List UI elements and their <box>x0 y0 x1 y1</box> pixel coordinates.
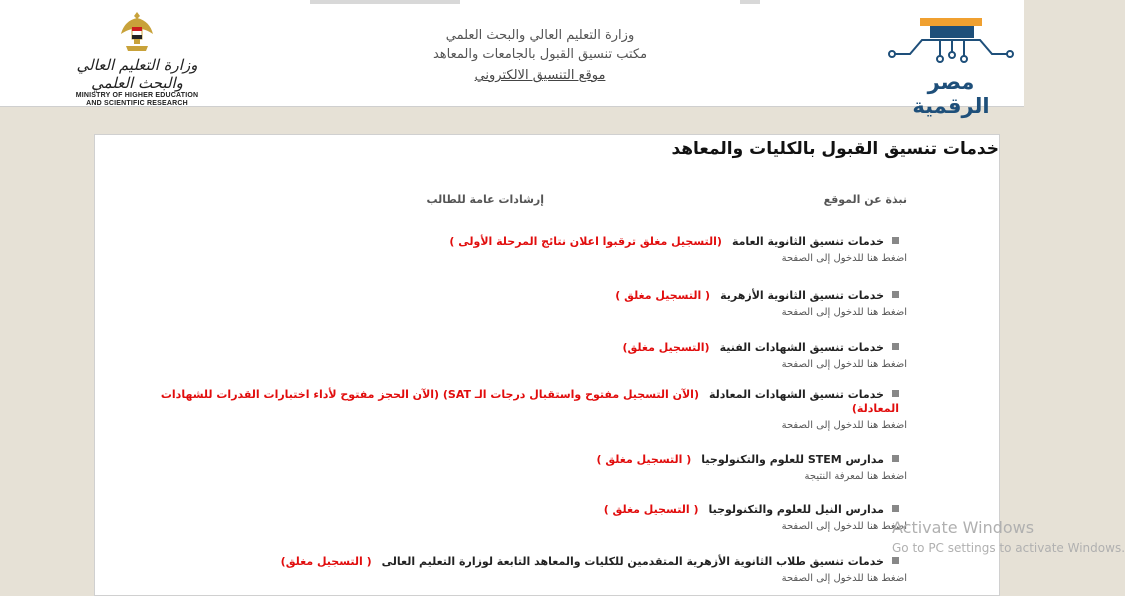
egypt-eagle-icon <box>120 10 154 54</box>
service-item-nile-schools[interactable] <box>139 503 907 534</box>
square-bullet-icon <box>892 455 899 462</box>
watermark-subtitle: Go to PC settings to activate Windows. <box>892 541 1125 555</box>
services-panel <box>94 134 1000 596</box>
service-enter-link[interactable]: اضغط هنا للدخول إلى الصفحة <box>781 253 907 264</box>
ministry-logo-arabic: وزارة التعليم العالي والبحث العلمي <box>76 56 198 92</box>
header-ministry-name: وزارة التعليم العالي والبحث العلمي <box>445 28 635 43</box>
site-header <box>0 4 1024 118</box>
service-status: ( التسجيل مغلق ) <box>615 289 711 302</box>
ministry-logo-english-1: MINISTRY OF HIGHER EDUCATION <box>75 92 199 99</box>
service-name[interactable]: خدمات تنسيق الشهادات المعادلة <box>708 388 884 401</box>
service-name[interactable]: خدمات تنسيق الثانوية العامة <box>731 235 884 248</box>
service-status: ( التسجيل مغلق ) <box>596 453 692 466</box>
header-site-link[interactable]: موقع التنسيق الالكتروني <box>474 68 606 83</box>
service-status: ( التسجيل مغلق) <box>280 555 372 568</box>
page-title: خدمات تنسيق القبول بالكليات والمعاهد <box>671 139 999 159</box>
service-name[interactable]: مدارس النيل للعلوم والتكنولوجيا <box>708 503 884 516</box>
service-item-azhar-applicants[interactable] <box>139 555 907 586</box>
service-enter-link[interactable]: اضغط هنا للدخول إلى الصفحة <box>781 573 907 584</box>
service-item-stem-schools[interactable] <box>139 453 907 484</box>
about-site-link[interactable]: نبذة عن الموقع <box>823 193 907 206</box>
service-name[interactable]: مدارس STEM للعلوم والتكنولوجيا <box>701 453 884 466</box>
square-bullet-icon <box>892 343 899 350</box>
service-item-equivalent-certificates[interactable] <box>139 388 907 433</box>
ministry-logo[interactable] <box>66 10 208 106</box>
watermark-title: Activate Windows <box>892 518 1035 537</box>
square-bullet-icon <box>892 237 899 244</box>
ministry-logo-english-2: AND SCIENTIFIC RESEARCH <box>86 100 188 107</box>
square-bullet-icon <box>892 505 899 512</box>
activate-windows-watermark <box>892 518 1125 555</box>
service-status: (التسجيل مغلق) <box>622 341 710 354</box>
service-enter-link[interactable]: اضغط هنا للدخول إلى الصفحة <box>781 420 907 431</box>
square-bullet-icon <box>892 390 899 397</box>
service-enter-link[interactable]: اضغط هنا للدخول إلى الصفحة <box>781 359 907 370</box>
service-status: (التسجيل مغلق ترقبوا اعلان نتائج المرحلة الأولى ) <box>449 235 722 248</box>
digital-egypt-logo[interactable] <box>888 14 1014 118</box>
service-item-azhar-secondary[interactable] <box>139 289 907 320</box>
service-status: (الآن التسجيل مفتوح واستقبال درجات الـ SAT) (الآن الحجز مفتوح لأداء اختبارات القدرات للشهادات المعادلة) <box>160 388 899 415</box>
service-item-technical-certificates[interactable] <box>139 341 907 372</box>
service-name[interactable]: خدمات تنسيق طلاب الثانوية الأزهرية المتقدمين للكليات والمعاهد التابعة لوزارة التعليم العالى <box>381 555 884 568</box>
service-result-link[interactable]: اضغط هنا لمعرفة النتيجة <box>804 471 907 482</box>
service-status: ( التسجيل مغلق ) <box>603 503 699 516</box>
student-guidelines-link[interactable]: إرشادات عامة للطالب <box>426 193 544 206</box>
digital-egypt-icon <box>888 14 1014 70</box>
square-bullet-icon <box>892 557 899 564</box>
service-name[interactable]: خدمات تنسيق الثانوية الأزهرية <box>720 289 884 302</box>
service-enter-link[interactable]: اضغط هنا للدخول إلى الصفحة <box>781 521 907 532</box>
digital-egypt-text: مصر الرقمية <box>912 70 990 118</box>
service-item-general-secondary[interactable] <box>139 235 907 266</box>
service-name[interactable]: خدمات تنسيق الشهادات الفنية <box>719 341 884 354</box>
square-bullet-icon <box>892 291 899 298</box>
header-office-name: مكتب تنسيق القبول بالجامعات والمعاهد <box>432 47 648 62</box>
service-enter-link[interactable]: اضغط هنا للدخول إلى الصفحة <box>781 307 907 318</box>
